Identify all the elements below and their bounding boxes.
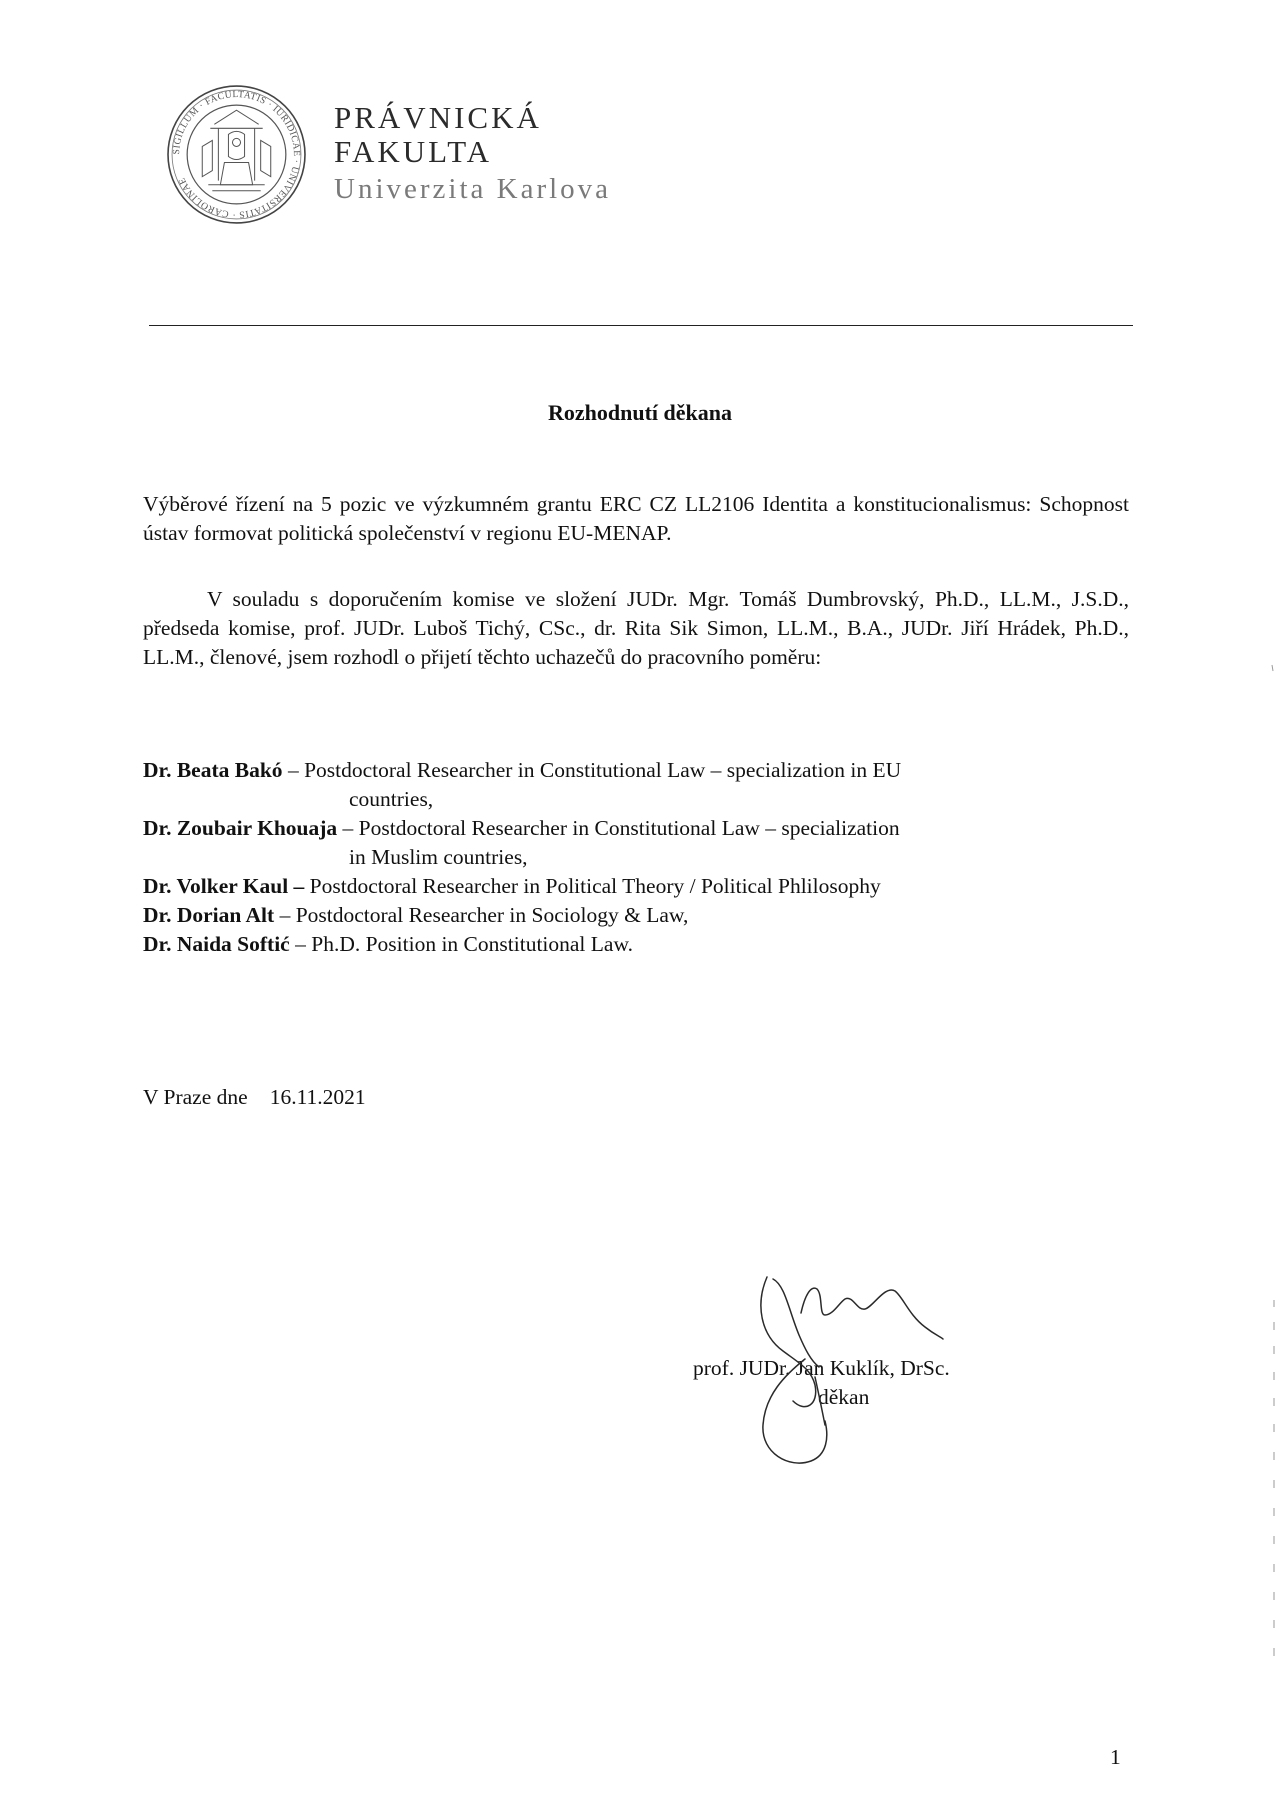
candidate-position: – Postdoctoral Researcher in Constitutional Law – specialization (337, 816, 900, 840)
document-title: Rozhodnutí děkana (547, 400, 732, 425)
svg-text:SIGILLUM · FACULTATIS · IURIDI (171, 89, 302, 220)
candidate-position-continued: countries, (349, 787, 434, 811)
subject-paragraph: Výběrové řízení na 5 pozic ve výzkumném grantu ERC CZ LL2106 Identita a konstitucionalismus: Schopnost ústav formovat politická společenství v regionu EU-MENAP. (143, 492, 1129, 545)
candidate-item (143, 930, 1129, 959)
decision-paragraph: V souladu s doporučením komise ve složení JUDr. Mgr. Tomáš Dumbrovský, Ph.D., LL.M., J.S.D., předseda komise, prof. JUDr. Luboš Tichý, CSc., dr. Rita Sik Simon, LL.M., B.A., JUDr. Jiří Hrádek, Ph.D., LL.M., členové, jsem rozhodl o přijetí těchto uchazečů do pracovního poměru: (143, 587, 1129, 669)
place-label: V Praze dne (143, 1085, 248, 1109)
handwritten-signature-icon (745, 1265, 985, 1477)
candidate-position: – Postdoctoral Researcher in Constitutional Law – specialization in EU (282, 758, 902, 782)
candidate-name: Dr. Beata Bakó (143, 758, 283, 782)
date-value: 16.11.2021 (269, 1085, 366, 1109)
place-and-date (143, 1085, 366, 1110)
candidate-position: Postdoctoral Researcher in Political Theory / Political Phlilosophy (304, 874, 881, 898)
candidate-item (143, 901, 1129, 930)
candidate-list (143, 756, 1129, 959)
candidate-item (143, 872, 1129, 901)
candidate-name: Dr. Naida Softić (143, 932, 290, 956)
seal-ring-text: SIGILLUM · FACULTATIS · IURIDICAE · UNIVERSITATIS · CAROLINAE (171, 89, 302, 220)
signatory-name: prof. JUDr. Jan Kuklík, DrSc. (693, 1356, 950, 1380)
university-seal-icon (166, 84, 307, 225)
candidate-position: – Ph.D. Position in Constitutional Law. (289, 932, 633, 956)
university-name: Univerzita Karlova (334, 173, 612, 205)
faculty-name (334, 101, 542, 169)
header-divider (149, 325, 1133, 326)
signatory-role: děkan (818, 1385, 870, 1409)
candidate-position: – Postdoctoral Researcher in Sociology & Law, (274, 903, 689, 927)
faculty-name-line1: PRÁVNICKÁ (334, 100, 542, 135)
faculty-name-line2: FAKULTA (334, 134, 493, 169)
candidate-name: Dr. Zoubair Khouaja (143, 816, 338, 840)
candidate-position-continued: in Muslim countries, (349, 845, 528, 869)
candidate-name: Dr. Dorian Alt (143, 903, 275, 927)
scan-edge-marks (1270, 0, 1280, 1798)
candidate-item (143, 756, 1129, 814)
candidate-name: Dr. Volker Kaul – (143, 874, 305, 898)
candidate-item (143, 814, 1129, 872)
page-number: 1 (1110, 1745, 1121, 1769)
